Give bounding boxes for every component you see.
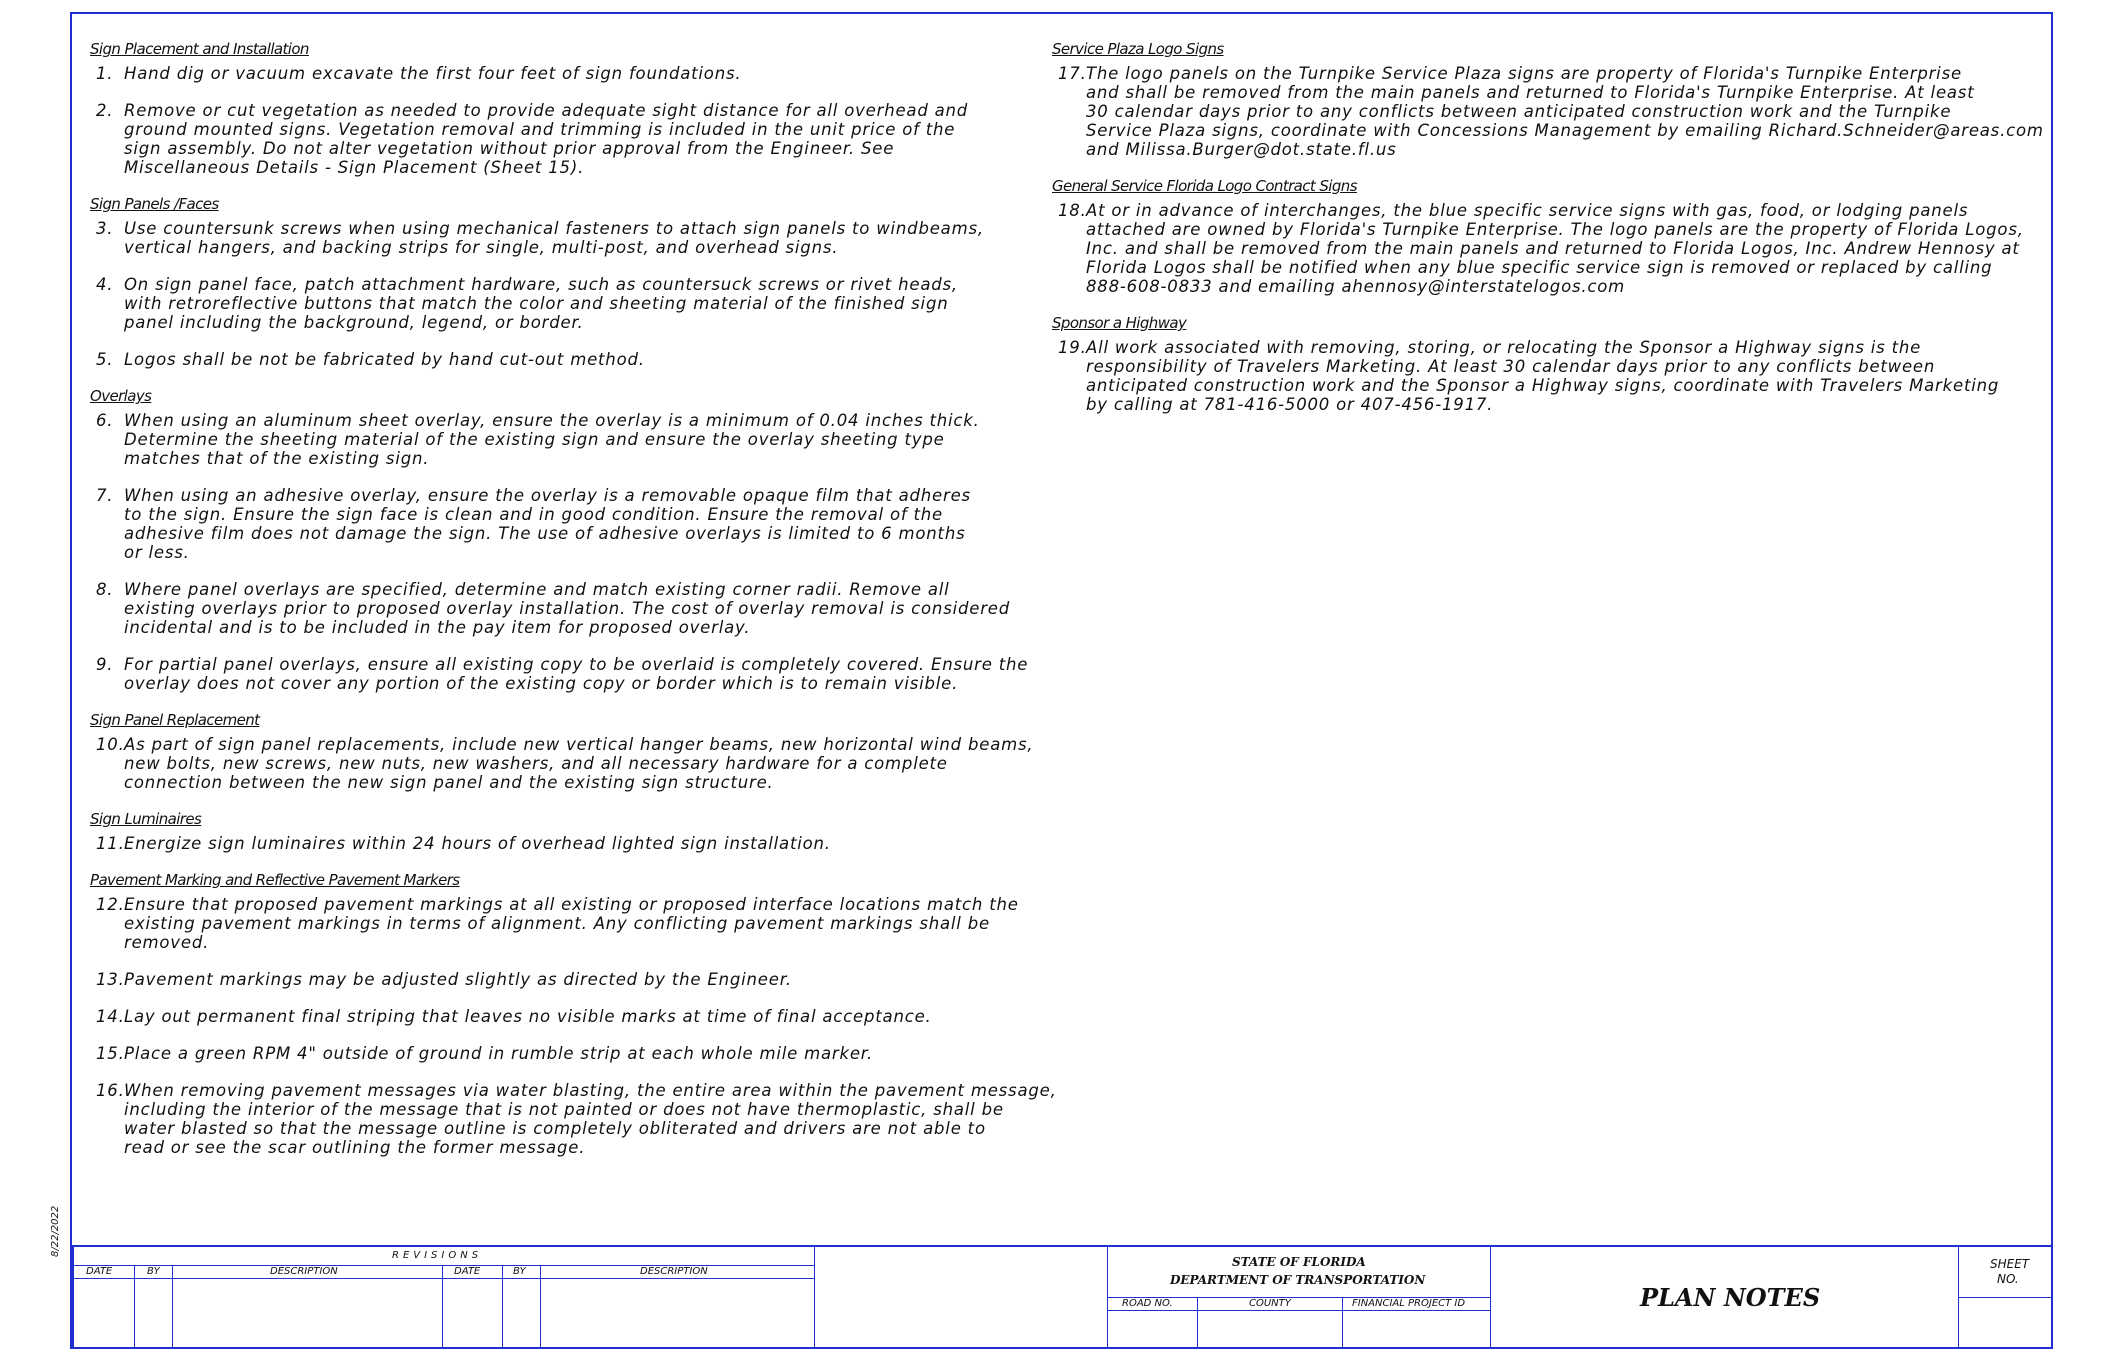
note-number: 7.: [96, 486, 114, 505]
department-label: DEPARTMENT OF TRANSPORTATION: [1170, 1273, 1426, 1287]
notes-section: [90, 195, 1080, 369]
sheet-no-label: SHEET: [1990, 1257, 2030, 1271]
note-item: [1052, 338, 2052, 414]
note-item: [90, 655, 1080, 693]
note-item: [90, 275, 1080, 332]
note-item: [90, 1007, 1080, 1026]
note-text: Pavement markings may be adjusted slightly as directed by the Engineer.: [124, 970, 792, 989]
note-text: All work associated with removing, storing, or relocating the Sponsor a Highway signs is the responsibility of Travelers Marketing. At least 30 calendar days prior to any conflicts between anticipated construction work and the Sponsor a Highway signs, coordinate with Travelers Marketing by calling at 781-416-5000 or 407-456-1917.: [1086, 338, 2000, 414]
note-item: [90, 101, 1080, 177]
note-item: [90, 580, 1080, 637]
notes-section: [90, 871, 1080, 1157]
notes-section: [1052, 314, 2052, 414]
note-item: [90, 411, 1080, 468]
note-number: 15.: [96, 1044, 125, 1063]
note-text: Lay out permanent final striping that leaves no visible marks at time of final acceptance.: [124, 1007, 932, 1026]
sheet-no-label: NO.: [1997, 1272, 2019, 1286]
notes-section: [1052, 177, 2052, 296]
note-number: 3.: [96, 219, 114, 238]
note-number: 16.: [96, 1081, 125, 1100]
sheet-title: PLAN NOTES: [1640, 1283, 1821, 1312]
note-text: When removing pavement messages via water blasting, the entire area within the pavement message, including the interior of the message that is not painted or does not have thermoplastic, shall be water blasted so that the message outline is completely obliterated and drivers are not able to read or see the scar outlining the former message.: [124, 1081, 1057, 1157]
note-text: Hand dig or vacuum excavate the first four feet of sign foundations.: [124, 64, 742, 83]
note-number: 2.: [96, 101, 114, 120]
section-heading: Sign Luminaires: [90, 810, 202, 828]
note-text: For partial panel overlays, ensure all existing copy to be overlaid is completely covered. Ensure the overlay does not cover any portion of the existing copy or border which is to remain visible.: [124, 655, 1029, 693]
section-heading: Sign Placement and Installation: [90, 40, 309, 58]
note-number: 8.: [96, 580, 114, 599]
section-heading: Sponsor a Highway: [1052, 314, 1187, 332]
note-number: 12.: [96, 895, 125, 914]
notes-section: [90, 387, 1080, 693]
right-notes-column: [1052, 40, 2052, 432]
note-number: 13.: [96, 970, 125, 989]
note-item: [90, 486, 1080, 562]
section-heading: Pavement Marking and Reflective Pavement Markers: [90, 871, 460, 889]
left-notes-column: [90, 40, 1080, 1175]
by-column-header: BY: [513, 1266, 526, 1277]
notes-section: [90, 711, 1080, 792]
notes-section: [90, 40, 1080, 177]
note-text: Place a green RPM 4" outside of ground in rumble strip at each whole mile marker.: [124, 1044, 873, 1063]
note-text: At or in advance of interchanges, the blue specific service signs with gas, food, or lodging panels attached are owned by Florida's Turnpike Enterprise. The logo panels are the property of Florida Logos, Inc. and shall be removed from the main panels and returned to Florida Logos, Inc. Andrew Hennosy at Florida Logos shall be notified when any blue specific service sign is removed or replaced by calling 888-608-0833 and emailing ahennosy@interstatelogos.com: [1086, 201, 2024, 296]
note-item: [90, 834, 1080, 853]
note-item: [90, 1081, 1080, 1157]
title-block: [72, 1245, 2051, 1349]
note-number: 4.: [96, 275, 114, 294]
note-number: 5.: [96, 350, 114, 369]
note-item: [90, 219, 1080, 257]
note-text: As part of sign panel replacements, include new vertical hanger beams, new horizontal wind beams, new bolts, new screws, new nuts, new washers, and all necessary hardware for a complete connection between the new sign panel and the existing sign structure.: [124, 735, 1034, 792]
note-item: [90, 350, 1080, 369]
note-number: 11.: [96, 834, 125, 853]
notes-section: [90, 810, 1080, 853]
note-item: [90, 735, 1080, 792]
description-column-header: DESCRIPTION: [270, 1266, 338, 1277]
date-column-header: DATE: [86, 1266, 113, 1277]
note-number: 10.: [96, 735, 125, 754]
plot-date: 8/22/2022: [50, 1205, 61, 1257]
note-text: Ensure that proposed pavement markings at all existing or proposed interface locations match the existing pavement markings in terms of alignment. Any conflicting pavement markings shall be removed.: [124, 895, 1019, 952]
note-item: [90, 895, 1080, 952]
revisions-label: REVISIONS: [392, 1250, 483, 1261]
note-text: Energize sign luminaires within 24 hours of overhead lighted sign installation.: [124, 834, 831, 853]
note-number: 6.: [96, 411, 114, 430]
note-item: [90, 970, 1080, 989]
section-heading: General Service Florida Logo Contract Signs: [1052, 177, 1357, 195]
note-number: 19.: [1058, 338, 1087, 357]
note-text: On sign panel face, patch attachment hardware, such as countersuck screws or rivet heads, with retroreflective buttons that match the color and sheeting material of the finished sign panel including the background, legend, or border.: [124, 275, 958, 332]
note-text: When using an adhesive overlay, ensure the overlay is a removable opaque film that adheres to the sign. Ensure the sign face is clean and in good condition. Ensure the removal of the adhesive film does not damage the sign. The use of adhesive overlays is limited to 6 months or less.: [124, 486, 971, 562]
note-number: 18.: [1058, 201, 1087, 220]
date-column-header: DATE: [454, 1266, 481, 1277]
note-text: The logo panels on the Turnpike Service Plaza signs are property of Florida's Turnpike Enterprise and shall be removed from the main panels and returned to Florida's Turnpike Enterprise. At least 30 calendar days prior to any conflicts between anticipated construction work and the Turnpike Service Plaza signs, coordinate with Concessions Management by emailing Richard.Schneider@areas.com and Milissa.Burger@dot.state.fl.us: [1086, 64, 2044, 159]
description-column-header: DESCRIPTION: [640, 1266, 708, 1277]
note-number: 14.: [96, 1007, 125, 1026]
notes-section: [1052, 40, 2052, 159]
drawing-sheet: [70, 12, 2053, 1349]
section-heading: Sign Panel Replacement: [90, 711, 260, 729]
note-item: [90, 1044, 1080, 1063]
by-column-header: BY: [147, 1266, 160, 1277]
financial-project-id-label: FINANCIAL PROJECT ID: [1352, 1298, 1466, 1309]
note-text: Use countersunk screws when using mechanical fasteners to attach sign panels to windbeams, vertical hangers, and backing strips for single, multi-post, and overhead signs.: [124, 219, 984, 257]
state-label: STATE OF FLORIDA: [1232, 1255, 1366, 1269]
note-number: 1.: [96, 64, 114, 83]
note-item: [1052, 201, 2052, 296]
road-no-label: ROAD NO.: [1122, 1298, 1173, 1309]
note-number: 9.: [96, 655, 114, 674]
note-text: Where panel overlays are specified, determine and match existing corner radii. Remove all existing overlays prior to proposed overlay installation. The cost of overlay removal is considered incidental and is to be included in the pay item for proposed overlay.: [124, 580, 1011, 637]
section-heading: Service Plaza Logo Signs: [1052, 40, 1224, 58]
note-number: 17.: [1058, 64, 1087, 83]
note-item: [1052, 64, 2052, 159]
note-text: Logos shall be not be fabricated by hand cut-out method.: [124, 350, 645, 369]
section-heading: Sign Panels /Faces: [90, 195, 219, 213]
note-text: When using an aluminum sheet overlay, ensure the overlay is a minimum of 0.04 inches thick. Determine the sheeting material of the existing sign and ensure the overlay sheeting type matches that of the existing sign.: [124, 411, 980, 468]
note-item: [90, 64, 1080, 83]
section-heading: Overlays: [90, 387, 152, 405]
county-label: COUNTY: [1249, 1298, 1291, 1309]
note-text: Remove or cut vegetation as needed to provide adequate sight distance for all overhead and ground mounted signs. Vegetation removal and trimming is included in the unit price of the sign assembly. Do not alter vegetation without prior approval from the Engineer. See Miscellaneous Details - Sign Placement (Sheet 15).: [124, 101, 969, 177]
